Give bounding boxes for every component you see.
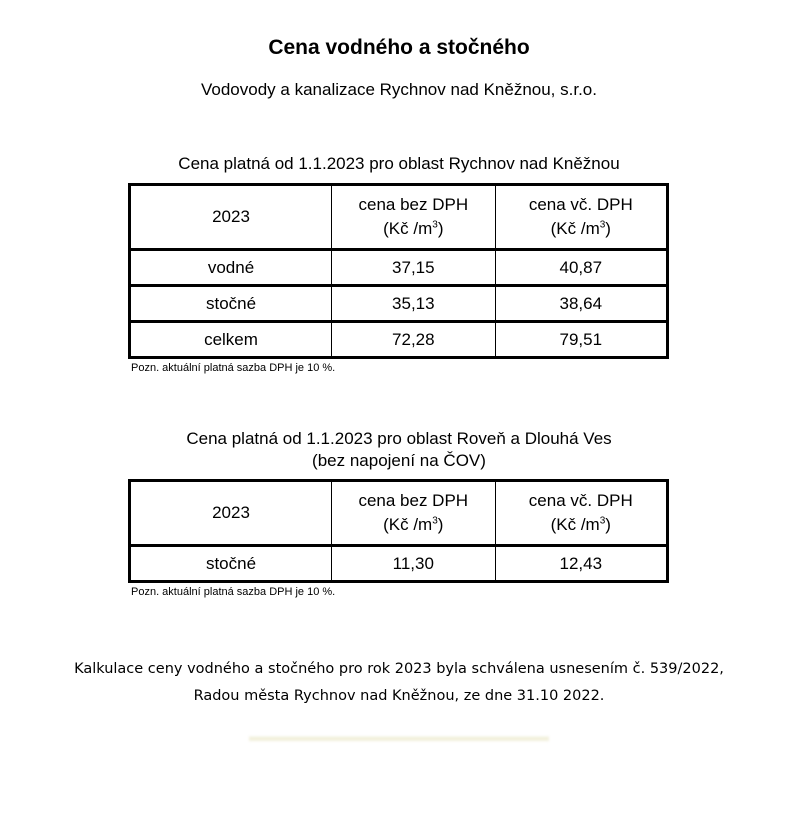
table2-caption-line1: Cena platná od 1.1.2023 pro oblast Roveň a Dlouhá Ves [186,429,612,448]
header-label: cena bez DPH [358,195,469,214]
row-label: stočné [130,546,332,582]
price-with-vat: 12,43 [495,546,667,582]
price-with-vat: 40,87 [495,250,667,286]
table1-caption: Cena platná od 1.1.2023 pro oblast Rychnov nad Kněžnou [178,154,620,173]
price-without-vat: 72,28 [332,322,496,358]
table-row [130,250,668,286]
row-label: stočné [130,286,332,322]
header-price-with-vat [495,185,667,250]
row-label: celkem [130,322,332,358]
price-table-rychnov [128,183,669,359]
approval-line1: Kalkulace ceny vodného a stočného pro rok 2023 byla schválena usnesením č. 539/2022, [74,661,724,677]
header-unit: (Kč $/m^3$) [550,515,611,534]
approval-line2: Radou města Rychnov nad Kněžnou, ze dne 31.10 2022. [193,688,605,704]
header-year: 2023 [130,185,332,250]
row-label: vodné [130,250,332,286]
header-unit: (Kč $/m^3$) [550,219,611,238]
faint-smudge: ▬▬▬▬▬▬▬▬▬▬▬▬▬▬▬▬▬▬▬▬ [249,728,549,745]
price-without-vat: 11,30 [331,546,495,582]
table2-caption [0,428,798,472]
header-price-without-vat [332,185,496,250]
header-year: 2023 [130,481,332,546]
vat-note: Pozn. aktuální platná sazba DPH je 10 %. [131,586,336,598]
price-without-vat: 35,13 [332,286,496,322]
price-table-roven [128,479,669,583]
price-with-vat: 38,64 [495,286,667,322]
price-without-vat: 37,15 [332,250,496,286]
table-header-row [130,185,668,250]
table-row [130,322,668,358]
table-row [130,286,668,322]
price-with-vat: 79,51 [495,322,667,358]
vat-note: Pozn. aktuální platná sazba DPH je 10 %. [131,362,336,374]
header-unit: (Kč $/m^3$) [383,219,444,238]
header-unit: (Kč $/m^3$) [383,515,444,534]
company-name: Vodovody a kanalizace Rychnov nad Kněžnou, s.r.o. [201,80,597,99]
document-title: Cena vodného a stočného [268,36,530,59]
header-label: cena vč. DPH [528,195,633,214]
table-row [130,546,668,582]
header-label: cena bez DPH [358,491,469,510]
header-price-without-vat [331,481,495,546]
table2-caption-line2: (bez napojení na ČOV) [312,451,486,470]
header-price-with-vat [495,481,667,546]
header-label: cena vč. DPH [528,491,633,510]
table-header-row [130,481,668,546]
approval-statement [0,656,798,710]
